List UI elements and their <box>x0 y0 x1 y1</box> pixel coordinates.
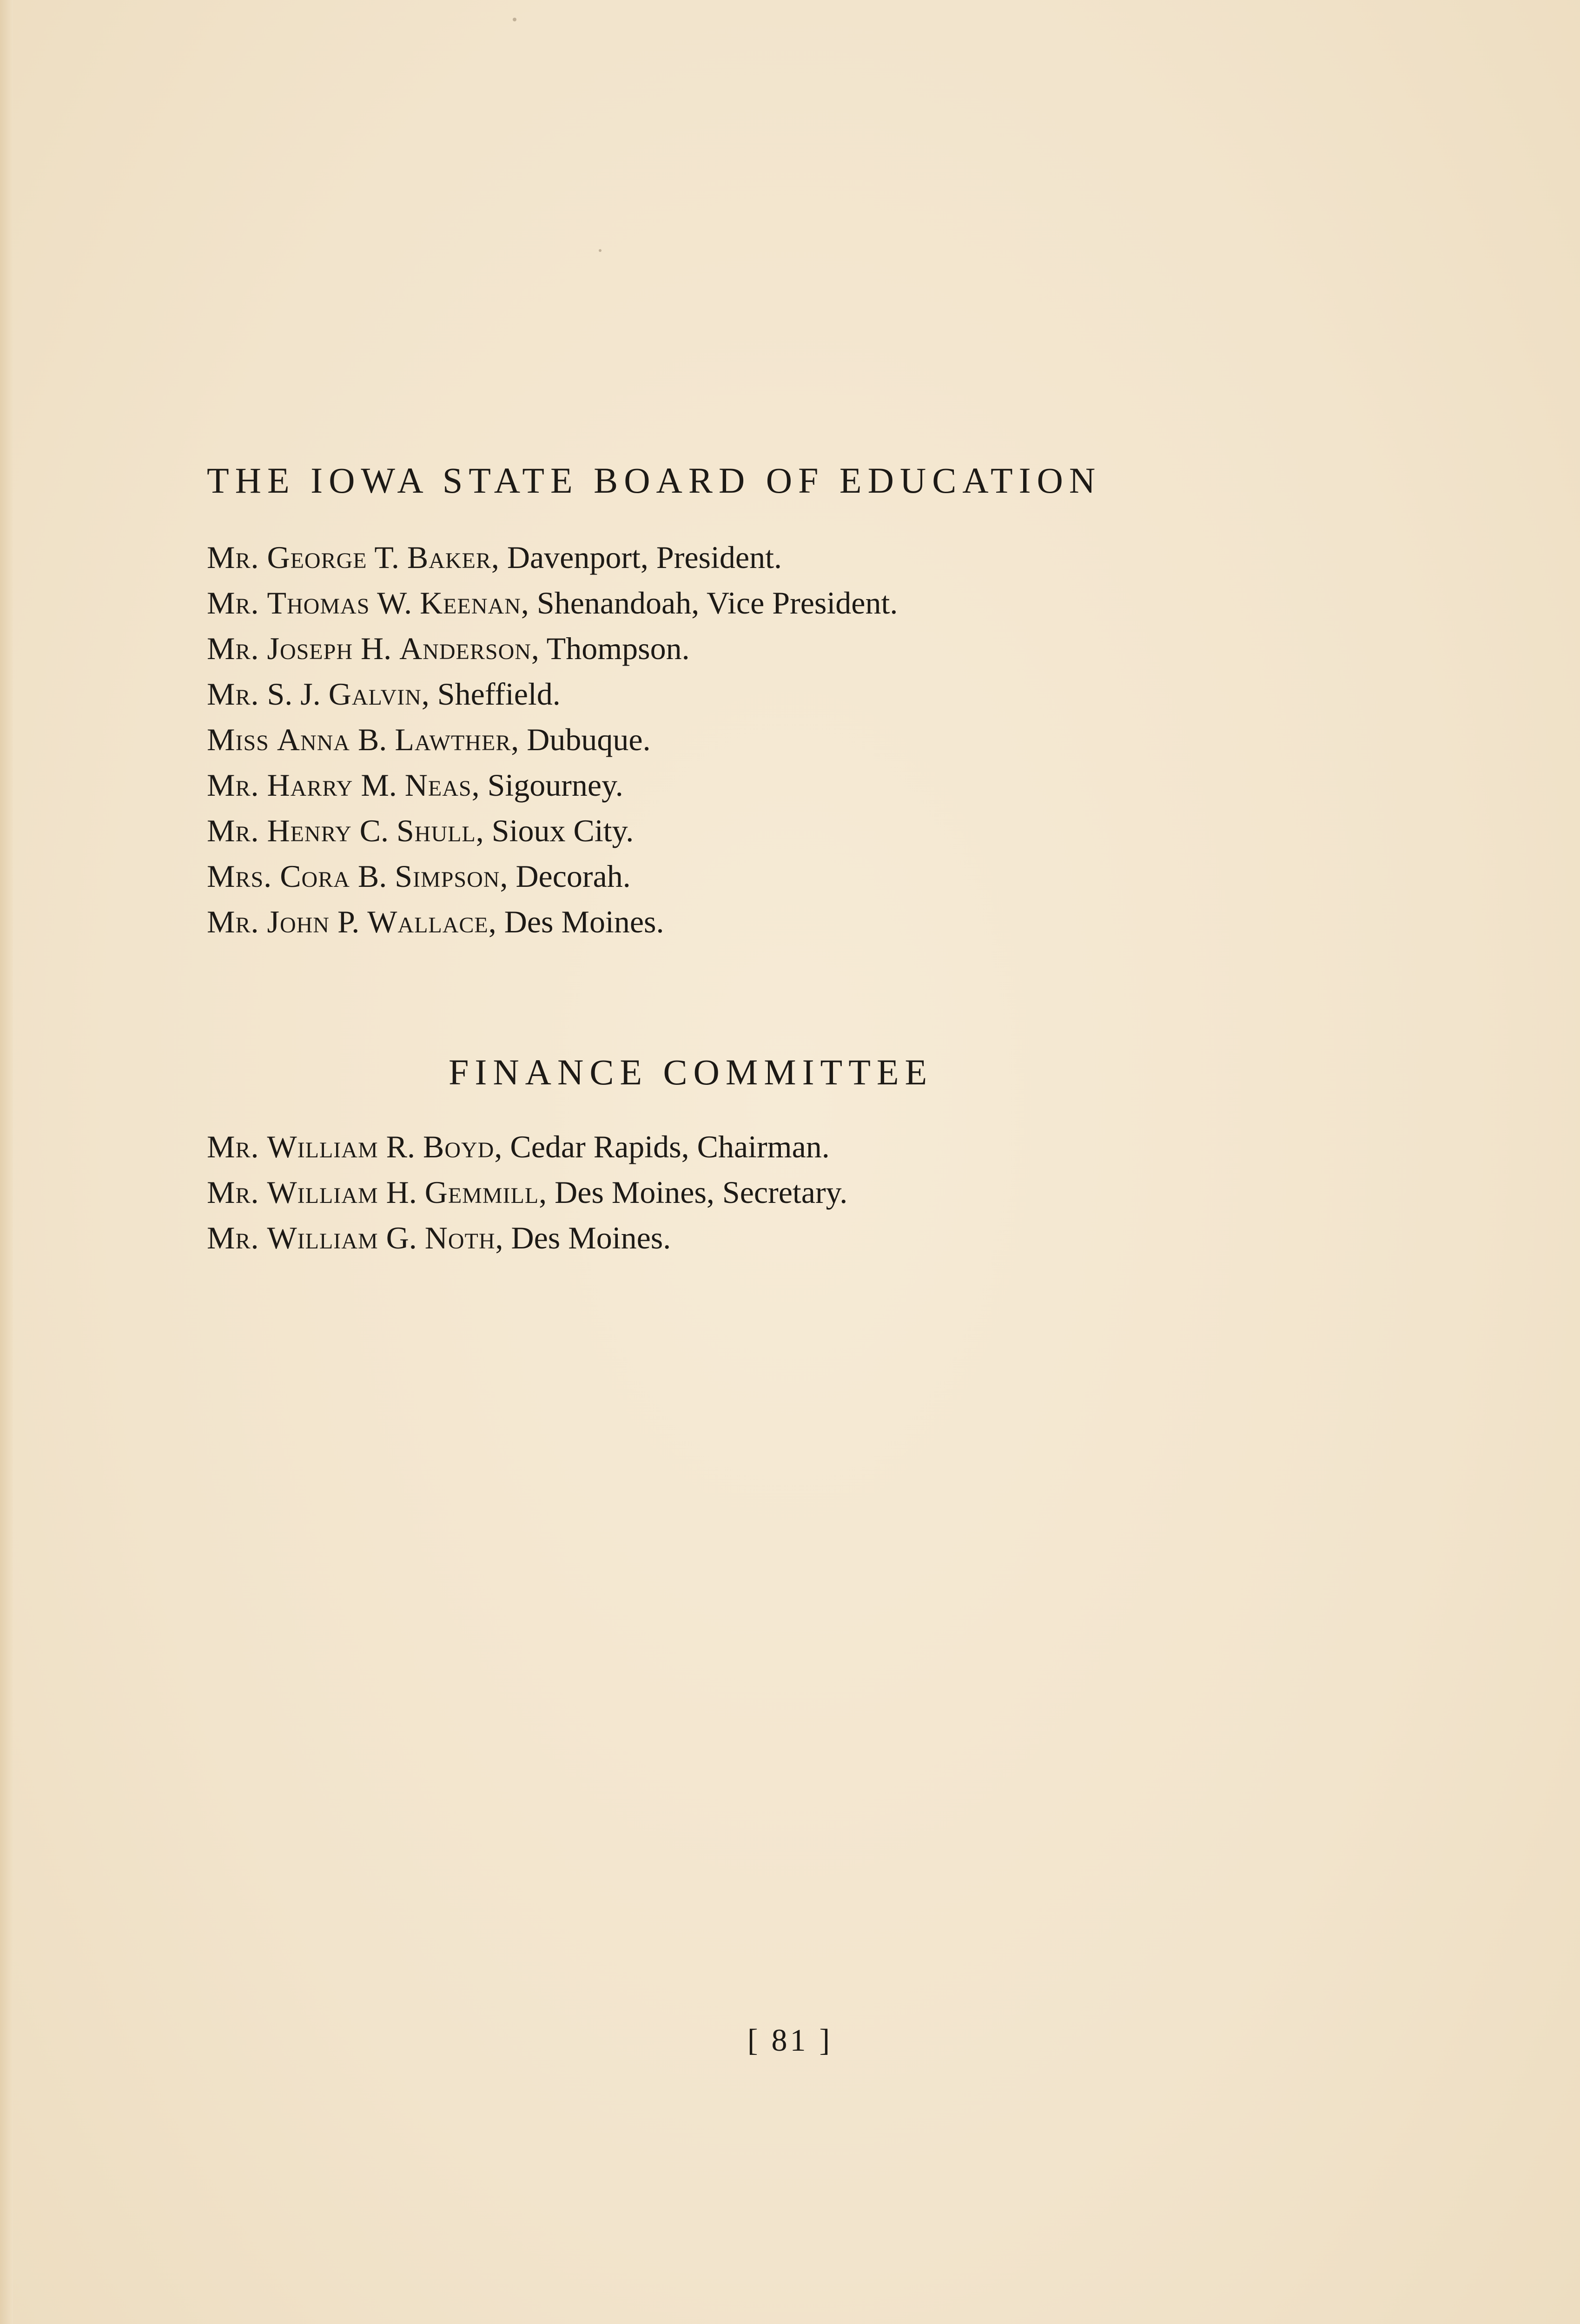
member-entry <box>207 808 898 853</box>
member-details: , Shenandoah, Vice President. <box>521 585 898 621</box>
finance-member-list <box>207 1124 847 1261</box>
member-title: Mr. <box>207 813 259 848</box>
member-first-name: William <box>267 1220 378 1255</box>
member-initial: B. <box>357 722 387 757</box>
member-title: Mr. <box>207 767 259 803</box>
board-of-education-heading: THE IOWA STATE BOARD OF EDUCATION <box>207 460 1102 501</box>
member-last-name: Boyd <box>423 1129 495 1164</box>
member-title: Mr. <box>207 1129 259 1164</box>
member-entry <box>207 535 898 580</box>
member-title: Mr. <box>207 676 259 712</box>
member-entry <box>207 580 898 626</box>
member-entry <box>207 626 898 671</box>
member-entry <box>207 717 898 762</box>
member-initial: B. <box>357 858 387 894</box>
member-last-name: Noth <box>424 1220 496 1255</box>
member-entry <box>207 762 898 808</box>
member-initial: H. <box>386 1175 417 1210</box>
member-entry <box>207 1124 847 1169</box>
member-details: , Sioux City. <box>476 813 634 848</box>
member-first-name: William <box>267 1129 378 1164</box>
member-last-name: Lawther <box>395 722 511 757</box>
page-number: [ 81 ] <box>747 2022 833 2058</box>
member-last-name: Neas <box>404 767 472 803</box>
member-entry <box>207 1169 847 1215</box>
member-details: , Decorah. <box>500 858 631 894</box>
member-entry <box>207 853 898 899</box>
member-details: , Des Moines. <box>495 1220 671 1255</box>
member-details: , Dubuque. <box>511 722 651 757</box>
member-last-name: Simpson <box>395 858 500 894</box>
member-details: , Sigourney. <box>471 767 623 803</box>
paper-speck <box>599 249 602 252</box>
member-initial: R. <box>386 1129 415 1164</box>
board-member-list <box>207 535 898 944</box>
member-entry <box>207 899 898 944</box>
member-first-name: William <box>267 1175 378 1210</box>
member-details: , Des Moines, Secretary. <box>539 1175 848 1210</box>
member-details: , Sheffield. <box>421 676 561 712</box>
member-first-name: Cora <box>280 858 350 894</box>
member-details: , Davenport, President. <box>491 540 782 575</box>
member-initial: C. <box>359 813 389 848</box>
member-first-name: Anna <box>277 722 350 757</box>
member-last-name: Shull <box>396 813 476 848</box>
member-last-name: Keenan <box>420 585 521 621</box>
member-details: , Des Moines. <box>488 904 664 939</box>
member-entry <box>207 1215 847 1261</box>
member-initial: G. <box>386 1220 417 1255</box>
paper-speck <box>513 18 516 21</box>
page-binding-edge <box>0 0 13 2324</box>
member-title: Mr. <box>207 904 259 939</box>
member-first-name: John <box>267 904 330 939</box>
member-initial: T. <box>374 540 399 575</box>
member-last-name: Gemmill <box>424 1175 539 1210</box>
member-initial: W. <box>377 585 412 621</box>
member-title: Mr. <box>207 540 259 575</box>
member-last-name: Galvin <box>328 676 422 712</box>
member-title: Mr. <box>207 1220 259 1255</box>
member-initial: S. J. <box>267 676 321 712</box>
member-title: Mr. <box>207 631 259 666</box>
member-title: Mr. <box>207 1175 259 1210</box>
member-first-name: Thomas <box>267 585 370 621</box>
member-title: Miss <box>207 722 269 757</box>
member-title: Mr. <box>207 585 259 621</box>
member-last-name: Anderson <box>399 631 531 666</box>
member-first-name: Henry <box>267 813 352 848</box>
member-initial: P. <box>337 904 360 939</box>
member-entry <box>207 671 898 717</box>
member-details: , Cedar Rapids, Chairman. <box>494 1129 830 1164</box>
member-details: , Thompson. <box>531 631 690 666</box>
member-last-name: Baker <box>407 540 491 575</box>
member-first-name: George <box>267 540 367 575</box>
member-first-name: Joseph <box>267 631 353 666</box>
member-first-name: Harry <box>267 767 353 803</box>
member-initial: H. <box>361 631 392 666</box>
member-last-name: Wallace <box>367 904 489 939</box>
member-title: Mrs. <box>207 858 272 894</box>
member-initial: M. <box>361 767 397 803</box>
finance-committee-heading: FINANCE COMMITTEE <box>449 1052 933 1092</box>
